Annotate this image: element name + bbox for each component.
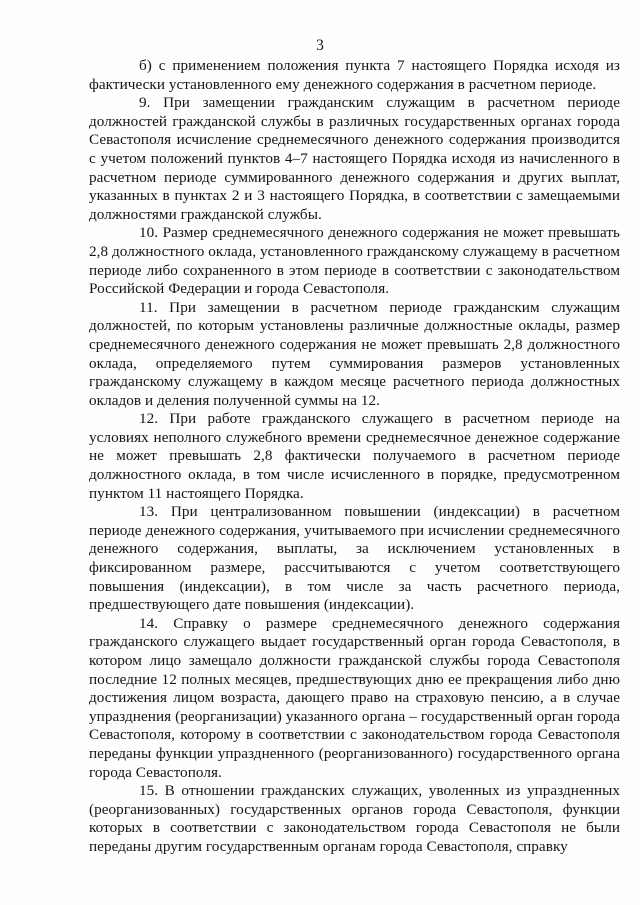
paragraph-11: 11. При замещении в расчетном периоде гражданским служащим должностей, по которым установлены различные должностные оклады, размер среднемесячного денежного содержания не может превышать 2,8 должностного оклада, определяемого путем суммирования размеров установленных гражданскому служащему в каждом месяце расчетного периода должностных окладов и деления полученной суммы на 12. bbox=[89, 298, 620, 409]
paragraph-9: 9. При замещении гражданским служащим в расчетном периоде должностей гражданской службы в различных государственных органах города Севастополя исчисление среднемесячного денежного содержания производится с учетом положений пунктов 4–7 настоящего Порядка исходя из начисленного в расчетном периоде суммированного денежного содержания и других выплат, указанных в пунктах 2 и 3 настоящего Порядка, в соответствии с замещаемыми должностями гражданской службы. bbox=[89, 94, 620, 223]
paragraph-10: 10. Размер среднемесячного денежного содержания не может превышать 2,8 должностного оклада, установленного гражданскому служащему в расчетном периоде либо сохраненного в этом периоде в соответствии с законодательством Российской Федерации и города Севастополя. bbox=[89, 224, 620, 298]
paragraph-15: 15. В отношении гражданских служащих, уволенных из упраздненных (реорганизованных) государственных органов города Севастополя, функции которых в соответствии с законодательством города Севастополя не были переданы другим государственным органам города Севастополя, справку bbox=[89, 782, 620, 855]
paragraph-12: 12. При работе гражданского служащего в расчетном периоде на условиях неполного служебного времени среднемесячное денежное содержание не может превышать 2,8 фактически получаемого в расчетном периоде должностного оклада, в том числе исчисленного в порядке, предусмотренном пунктом 11 настоящего Порядка. bbox=[89, 410, 620, 502]
page-number: 3 bbox=[316, 37, 324, 54]
paragraph-8b: б) с применением положения пункта 7 настоящего Порядка исходя из фактически установленного ему денежного содержания в расчетном периоде. bbox=[89, 57, 620, 93]
document-body bbox=[89, 57, 620, 857]
paragraph-13: 13. При централизованном повышении (индексации) в расчетном периоде денежного содержания, учитываемого при исчислении среднемесячного денежного содержания, выплаты, за исключением установленных в фиксированном размере, рассчитываются с учетом соответствующего повышения (индексации), в том числе за часть расчетного периода, предшествующего дате повышения (индексации). bbox=[89, 503, 620, 614]
paragraph-14: 14. Справку о размере среднемесячного денежного содержания гражданского служащего выдает государственный орган города Севастополя, в котором лицо замещало должности гражданской службы города Севастополя последние 12 полных месяцев, предшествующих дню ее прекращения либо дню достижения лицом возраста, дающего право на страховую пенсию, а в случае упразднения (реорганизации) указанного органа – государственный орган города Севастополя, которому в соответствии с законодательством города Севастополя переданы функции упраздненного (реорганизованного) государственного органа города Севастополя. bbox=[89, 614, 620, 781]
